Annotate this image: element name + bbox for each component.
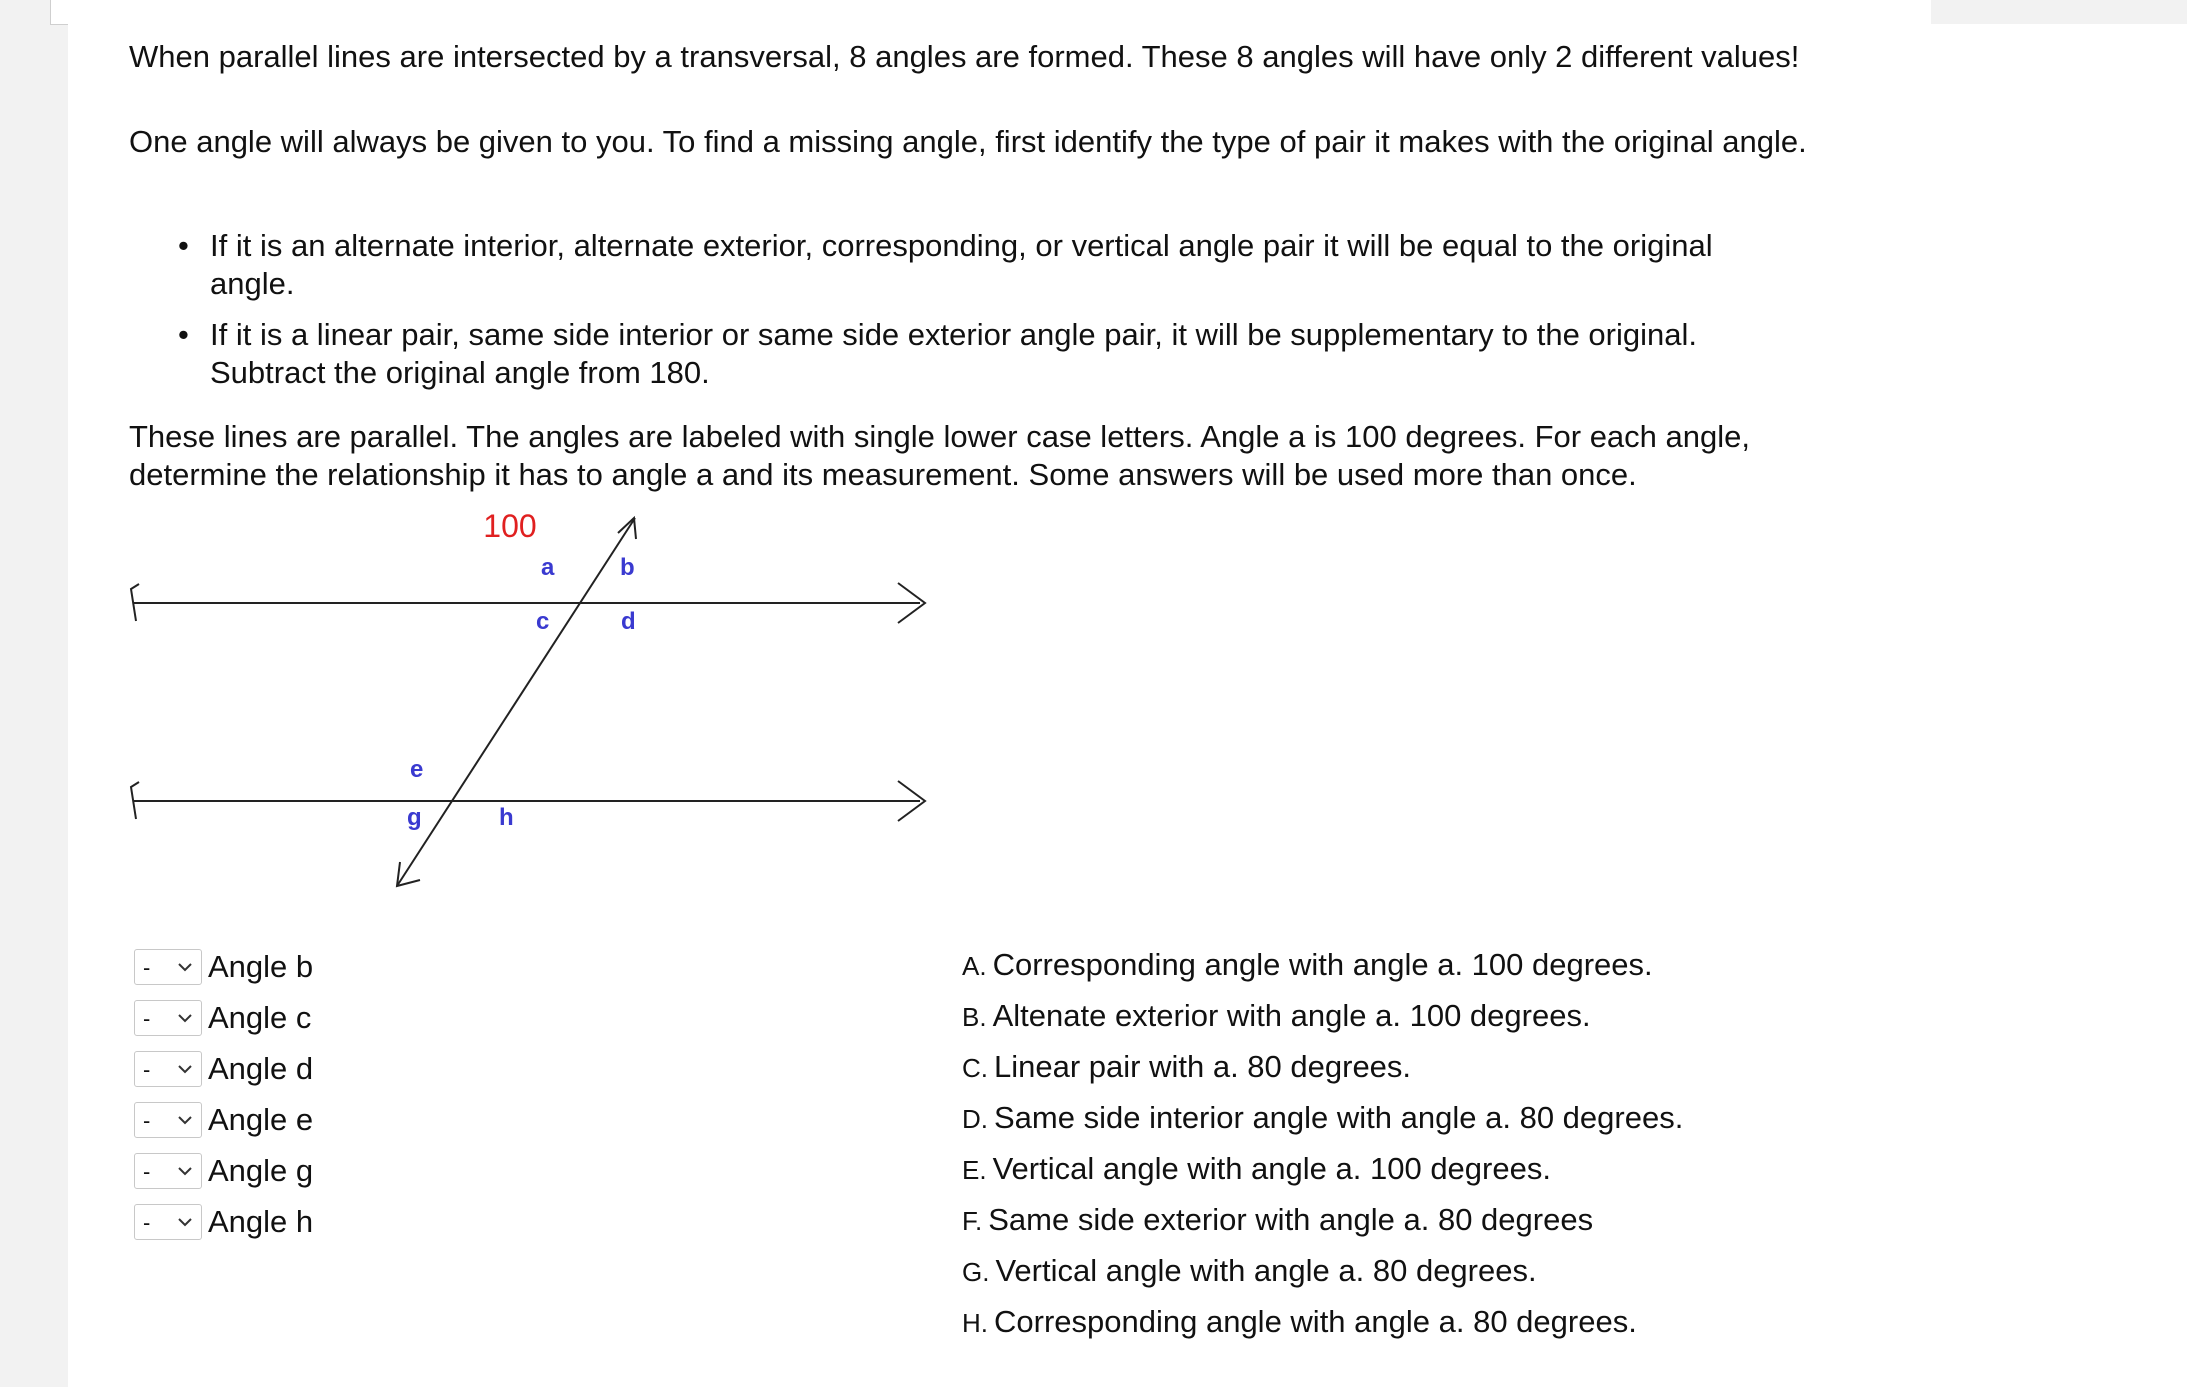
option-letter: F. <box>962 1206 983 1236</box>
select-value: - <box>143 1006 151 1031</box>
answer-option-f <box>962 1202 1593 1242</box>
question-row-angle-e <box>134 1100 313 1140</box>
angle-label-c: c <box>536 608 550 635</box>
option-letter: H. <box>962 1308 988 1338</box>
chevron-down-icon <box>175 1212 195 1232</box>
transversal-top-arrow <box>618 518 636 539</box>
option-text: Linear pair with a. 80 degrees. <box>994 1049 1412 1084</box>
answer-select-angle-h[interactable] <box>134 1204 202 1240</box>
intro-paragraph: When parallel lines are intersected by a transversal, 8 angles are formed. These 8 angles will have only 2 different values! <box>129 39 1800 74</box>
option-letter: A. <box>962 951 987 981</box>
angle-label-g: g <box>407 804 422 831</box>
select-value: - <box>143 1108 151 1133</box>
option-text: Corresponding angle with angle a. 100 degrees. <box>992 947 1653 982</box>
option-text: Same side exterior with angle a. 80 degrees <box>988 1202 1594 1237</box>
question-row-angle-c <box>134 998 311 1038</box>
angle-label-b: b <box>620 554 635 581</box>
top-bar <box>50 0 1931 25</box>
select-value: - <box>143 1210 151 1235</box>
option-text: Altenate exterior with angle a. 100 degrees. <box>992 998 1591 1033</box>
select-value: - <box>143 955 151 980</box>
answer-option-b <box>962 998 1591 1038</box>
question-label: Angle c <box>208 1000 312 1035</box>
question-row-angle-d <box>134 1049 313 1089</box>
angle-label-d: d <box>621 608 636 635</box>
option-letter: G. <box>962 1257 990 1287</box>
chevron-down-icon <box>175 1059 195 1079</box>
select-value: - <box>143 1057 151 1082</box>
angle-label-h: h <box>499 804 514 831</box>
chevron-down-icon <box>175 1161 195 1181</box>
answer-option-g <box>962 1253 1537 1293</box>
select-value: - <box>143 1159 151 1184</box>
answer-select-angle-d[interactable] <box>134 1051 202 1087</box>
rule-equal: • If it is an alternate interior, alternate exterior, corresponding, or vertical angle pair it will be equal to the original angle. <box>160 227 1800 303</box>
task-paragraph: These lines are parallel. The angles are labeled with single lower case letters. Angle a is 100 degrees. For each angle, determine the relationship it has to angle a and its measurement. Some answers will be used more than once. <box>129 419 1750 492</box>
angle-label-e: e <box>410 756 424 783</box>
question-row-angle-h <box>134 1202 313 1242</box>
answer-select-angle-e[interactable] <box>134 1102 202 1138</box>
angle-label-a: a <box>541 554 555 581</box>
question-label: Angle e <box>208 1102 314 1137</box>
question-label: Angle d <box>208 1051 314 1086</box>
parallel-lines-diagram <box>120 505 950 900</box>
rule-supplementary: • If it is a linear pair, same side interior or same side exterior angle pair, it will be supplementary to the original. Subtract the original angle from 180. <box>160 316 1800 392</box>
option-text: Vertical angle with angle a. 100 degrees. <box>992 1151 1551 1186</box>
answer-select-angle-c[interactable] <box>134 1000 202 1036</box>
chevron-down-icon <box>175 1008 195 1028</box>
option-letter: E. <box>962 1155 987 1185</box>
answer-option-h <box>962 1304 1637 1344</box>
option-text: Vertical angle with angle a. 80 degrees. <box>995 1253 1537 1288</box>
question-row-angle-g <box>134 1151 313 1191</box>
question-label: Angle h <box>208 1204 314 1239</box>
answer-option-a <box>962 947 1653 987</box>
transversal-line <box>397 518 635 886</box>
question-row-angle-b <box>134 947 313 987</box>
question-label: Angle g <box>208 1153 314 1188</box>
rules-list <box>160 227 1800 405</box>
option-text: Corresponding angle with angle a. 80 degrees. <box>994 1304 1637 1339</box>
option-letter: D. <box>962 1104 988 1134</box>
answer-option-e <box>962 1151 1551 1191</box>
option-text: Same side interior angle with angle a. 80 degrees. <box>994 1100 1684 1135</box>
chevron-down-icon <box>175 1110 195 1130</box>
answer-select-angle-b[interactable] <box>134 949 202 985</box>
answer-select-angle-g[interactable] <box>134 1153 202 1189</box>
answer-option-c <box>962 1049 1411 1089</box>
answer-option-d <box>962 1100 1683 1140</box>
option-letter: B. <box>962 1002 987 1032</box>
question-label: Angle b <box>208 949 314 984</box>
method-paragraph: One angle will always be given to you. To find a missing angle, first identify the type of pair it makes with the original angle. <box>129 124 1807 159</box>
given-angle-value: 100 <box>483 508 537 544</box>
chevron-down-icon <box>175 957 195 977</box>
option-letter: C. <box>962 1053 988 1083</box>
